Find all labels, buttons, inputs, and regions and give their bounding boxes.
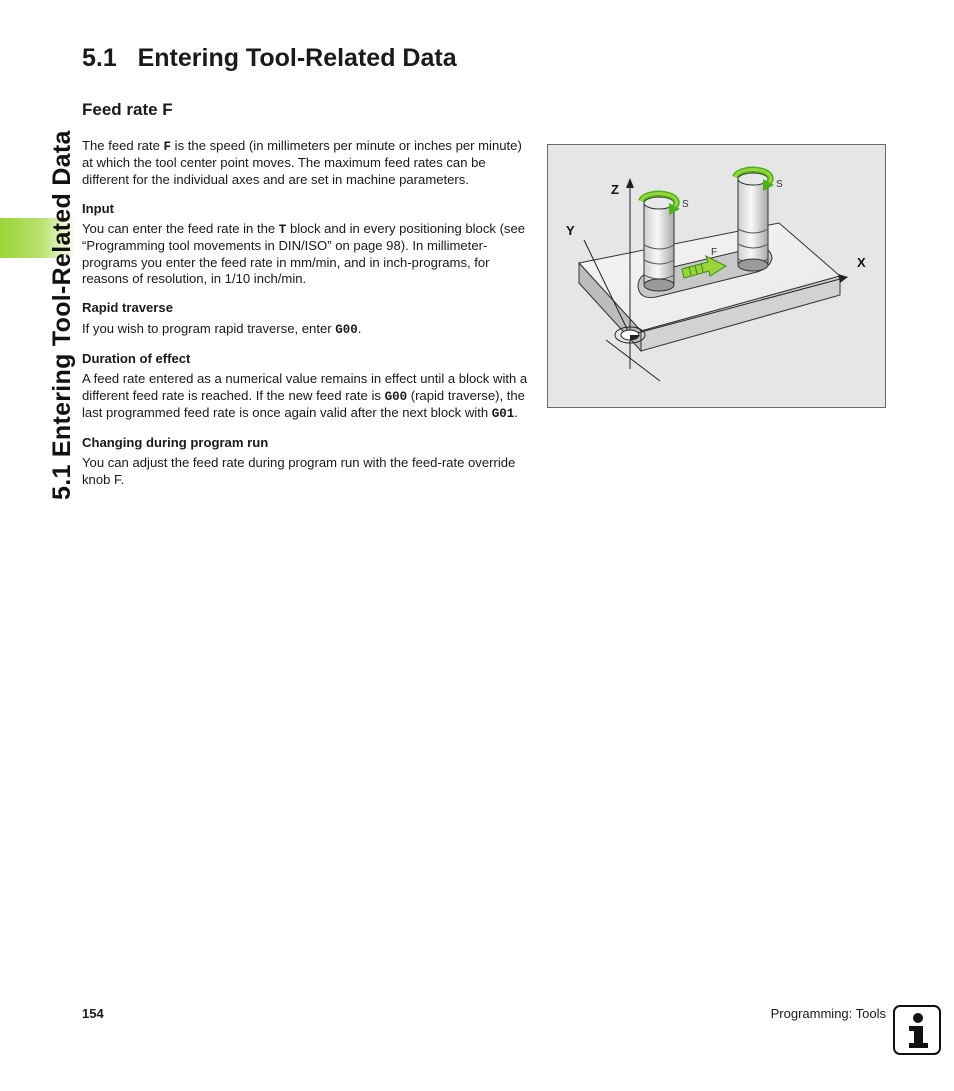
- input-paragraph: You can enter the feed rate in the T block and in every positioning block (see “Programming tool movements in DIN/ISO” on page 98). In millimeter-programs you enter the feed rate in mm/min, and in inch-programs, for reasons of resolution, in 1/10 inch/min.: [82, 221, 526, 287]
- feed-rate-figure: [547, 144, 886, 408]
- axis-label-z: Z: [611, 182, 619, 197]
- rapid-heading: Rapid traverse: [82, 300, 173, 316]
- info-icon: [893, 1005, 941, 1055]
- duration-heading: Duration of effect: [82, 350, 191, 366]
- code-g00: G00: [335, 322, 358, 337]
- footer-chapter-title: Programming: Tools: [770, 1006, 886, 1021]
- duration-paragraph: A feed rate entered as a numerical value remains in effect until a block with a different feed rate is reached. If the new feed rate is G00 (rapid traverse), the last programmed feed rate is once again valid after the next block with G01.: [82, 371, 528, 421]
- spindle-label-s-right: S: [776, 179, 783, 190]
- code-g00: G00: [384, 389, 408, 404]
- z-axis-arrow: [626, 178, 634, 188]
- intro-paragraph: The feed rate F is the speed (in millimeters per minute or inches per minute) at which the tool center point moves. The maximum feed rates can be different for the individual axes and are set in machine parameters.: [82, 138, 522, 187]
- page-title: 5.1 Entering Tool-Related Data: [82, 44, 457, 72]
- right-tool-bottom: [738, 259, 768, 271]
- code-t: T: [278, 223, 287, 238]
- spindle-label-s-left: S: [682, 199, 689, 210]
- info-glyph-icon: [895, 1007, 939, 1053]
- feed-label-f: F: [711, 247, 718, 258]
- left-tool-shank: [644, 203, 674, 283]
- changing-heading: Changing during program run: [82, 435, 269, 451]
- code-g01: G01: [491, 406, 515, 421]
- code-f: F: [163, 140, 172, 154]
- feed-rate-illustration: [548, 145, 885, 407]
- axis-label-x: X: [857, 255, 866, 270]
- axis-label-y: Y: [566, 223, 575, 238]
- page-number: 154: [82, 1006, 104, 1021]
- right-tool-shank: [738, 179, 768, 263]
- rapid-paragraph: If you wish to program rapid traverse, enter G00.: [82, 320, 362, 337]
- body-text: [82, 138, 530, 488]
- changing-paragraph: You can adjust the feed rate during program run with the feed-rate override knob F.: [82, 455, 516, 487]
- section-title: Feed rate F: [82, 100, 173, 119]
- side-chapter-title: 5.1 Entering Tool-Related Data: [48, 130, 76, 500]
- left-tool-bottom: [644, 279, 674, 291]
- input-heading: Input: [82, 200, 114, 216]
